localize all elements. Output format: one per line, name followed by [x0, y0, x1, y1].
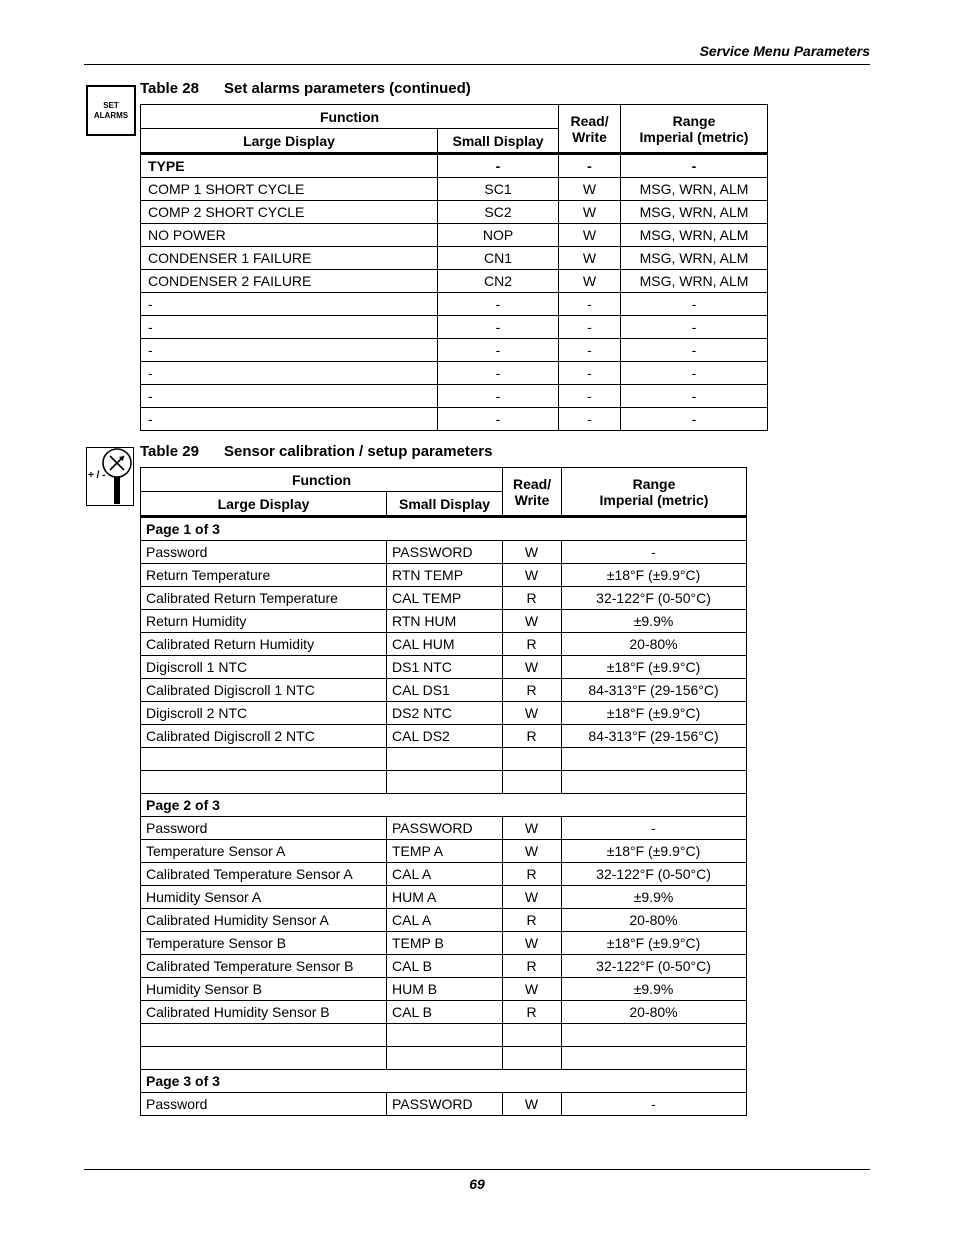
table-row	[141, 932, 747, 955]
range-cell: -	[621, 362, 768, 385]
table-row	[141, 224, 768, 247]
range-cell: -	[621, 408, 768, 431]
section-row	[141, 1070, 747, 1093]
table-row	[141, 610, 747, 633]
table28	[140, 104, 768, 431]
table29-range-line2: Imperial (metric)	[599, 491, 709, 508]
range-cell: MSG, WRN, ALM	[621, 178, 768, 201]
large-display-cell: -	[141, 339, 438, 362]
large-display-cell: -	[141, 293, 438, 316]
set-alarms-icon	[86, 85, 136, 136]
large-display-cell: Calibrated Temperature Sensor B	[141, 955, 387, 978]
table-row	[141, 178, 768, 201]
range-cell: 20-80%	[562, 1001, 747, 1024]
table-row	[141, 955, 747, 978]
table-row	[141, 1047, 747, 1070]
range-cell	[562, 771, 747, 794]
small-display-cell: -	[438, 293, 559, 316]
range-cell: 32-122°F (0-50°C)	[562, 955, 747, 978]
read-write-cell: -	[559, 385, 621, 408]
table-row	[141, 587, 747, 610]
small-display-cell: PASSWORD	[387, 1093, 503, 1116]
table29-large-display-header: Large Display	[141, 492, 387, 517]
table-row	[141, 1093, 747, 1116]
section-row	[141, 517, 747, 541]
read-write-cell: R	[503, 633, 562, 656]
table28-readwrite-line2: Write	[572, 128, 607, 145]
large-display-cell: -	[141, 362, 438, 385]
table-row	[141, 771, 747, 794]
large-display-cell: Humidity Sensor B	[141, 978, 387, 1001]
large-display-cell: Password	[141, 1093, 387, 1116]
range-cell: -	[621, 316, 768, 339]
table29-range-header	[562, 468, 747, 517]
table-row	[141, 748, 747, 771]
large-display-cell: -	[141, 408, 438, 431]
small-display-cell: NOP	[438, 224, 559, 247]
small-display-cell: CN1	[438, 247, 559, 270]
small-display-cell: HUM A	[387, 886, 503, 909]
small-display-cell: -	[438, 385, 559, 408]
table-row	[141, 909, 747, 932]
table28-range-header	[621, 105, 768, 154]
large-display-cell	[141, 1024, 387, 1047]
running-header: Service Menu Parameters	[699, 43, 870, 59]
table-row	[141, 679, 747, 702]
small-display-cell: CAL A	[387, 909, 503, 932]
read-write-cell: -	[559, 293, 621, 316]
read-write-cell: -	[559, 362, 621, 385]
large-display-cell: Temperature Sensor A	[141, 840, 387, 863]
read-write-cell: W	[503, 817, 562, 840]
small-display-cell	[387, 1047, 503, 1070]
range-cell: 32-122°F (0-50°C)	[562, 587, 747, 610]
table29-number: Table 29	[140, 443, 199, 460]
range-cell: 84-313°F (29-156°C)	[562, 679, 747, 702]
range-cell: ±18°F (±9.9°C)	[562, 932, 747, 955]
table28-large-display-header: Large Display	[141, 129, 438, 154]
small-display-cell	[387, 748, 503, 771]
table28-small-display-header: Small Display	[438, 129, 559, 154]
section-label: Page 2 of 3	[141, 794, 747, 817]
small-display-cell: -	[438, 154, 559, 178]
table29-small-display-header: Small Display	[387, 492, 503, 517]
set-alarms-icon-line2: ALARMS	[93, 110, 129, 120]
large-display-cell: COMP 1 SHORT CYCLE	[141, 178, 438, 201]
section-label: Page 3 of 3	[141, 1070, 747, 1093]
range-cell: ±18°F (±9.9°C)	[562, 564, 747, 587]
table29-readwrite-line1: Read/	[512, 475, 552, 492]
table28-caption	[140, 80, 471, 97]
small-display-cell: DS1 NTC	[387, 656, 503, 679]
range-cell: 84-313°F (29-156°C)	[562, 725, 747, 748]
read-write-cell: W	[559, 201, 621, 224]
large-display-cell: Temperature Sensor B	[141, 932, 387, 955]
large-display-cell: CONDENSER 1 FAILURE	[141, 247, 438, 270]
small-display-cell: RTN HUM	[387, 610, 503, 633]
small-display-cell: CAL A	[387, 863, 503, 886]
table29-function-header: Function	[141, 468, 503, 492]
table-row	[141, 201, 768, 224]
small-display-cell: -	[438, 408, 559, 431]
large-display-cell: Calibrated Return Humidity	[141, 633, 387, 656]
small-display-cell: SC2	[438, 201, 559, 224]
table-row	[141, 270, 768, 293]
table29	[140, 467, 747, 1116]
large-display-cell: Digiscroll 2 NTC	[141, 702, 387, 725]
small-display-cell: CAL HUM	[387, 633, 503, 656]
table29-range-line1: Range	[632, 475, 676, 492]
set-alarms-icon-line1: SET	[103, 100, 119, 110]
table28-body	[141, 154, 768, 431]
range-cell: ±18°F (±9.9°C)	[562, 702, 747, 725]
large-display-cell: Return Humidity	[141, 610, 387, 633]
small-display-cell: CAL B	[387, 955, 503, 978]
small-display-cell: -	[438, 362, 559, 385]
table28-number: Table 28	[140, 80, 199, 97]
large-display-cell: Calibrated Return Temperature	[141, 587, 387, 610]
table29-title: Sensor calibration / setup parameters	[224, 443, 493, 460]
table29-readwrite-line2: Write	[514, 491, 550, 508]
range-cell: MSG, WRN, ALM	[621, 224, 768, 247]
table-row	[141, 154, 768, 178]
read-write-cell: W	[503, 978, 562, 1001]
range-cell: -	[621, 385, 768, 408]
large-display-cell: -	[141, 385, 438, 408]
small-display-cell: CN2	[438, 270, 559, 293]
range-cell: -	[621, 293, 768, 316]
small-display-cell: -	[438, 316, 559, 339]
large-display-cell: COMP 2 SHORT CYCLE	[141, 201, 438, 224]
table-row	[141, 886, 747, 909]
small-display-cell: TEMP A	[387, 840, 503, 863]
table-row	[141, 293, 768, 316]
large-display-cell: Calibrated Humidity Sensor B	[141, 1001, 387, 1024]
range-cell: ±18°F (±9.9°C)	[562, 840, 747, 863]
table28-title: Set alarms parameters (continued)	[224, 80, 471, 97]
page-number: 69	[469, 1176, 485, 1192]
small-display-cell: SC1	[438, 178, 559, 201]
read-write-cell: -	[559, 154, 621, 178]
large-display-cell	[141, 748, 387, 771]
large-display-cell: NO POWER	[141, 224, 438, 247]
large-display-cell: Calibrated Temperature Sensor A	[141, 863, 387, 886]
read-write-cell: W	[503, 541, 562, 564]
read-write-cell: W	[559, 247, 621, 270]
range-cell	[562, 1024, 747, 1047]
table-row	[141, 316, 768, 339]
table-row	[141, 840, 747, 863]
small-display-cell: PASSWORD	[387, 817, 503, 840]
section-label: Page 1 of 3	[141, 517, 747, 541]
read-write-cell: -	[559, 316, 621, 339]
table28-range-line2: Imperial (metric)	[639, 128, 749, 145]
table-row	[141, 339, 768, 362]
read-write-cell: W	[503, 564, 562, 587]
read-write-cell: R	[503, 955, 562, 978]
table28-range-line1: Range	[672, 112, 716, 129]
footer-rule	[84, 1169, 870, 1170]
table28-readwrite-header	[559, 105, 621, 154]
read-write-cell: -	[559, 408, 621, 431]
table-row	[141, 725, 747, 748]
range-cell	[562, 748, 747, 771]
range-cell: -	[562, 817, 747, 840]
range-cell: MSG, WRN, ALM	[621, 247, 768, 270]
range-cell: ±9.9%	[562, 886, 747, 909]
sensor-icon-label: + / -	[88, 470, 106, 481]
read-write-cell: -	[559, 339, 621, 362]
range-cell: MSG, WRN, ALM	[621, 270, 768, 293]
section-row	[141, 794, 747, 817]
small-display-cell: CAL DS1	[387, 679, 503, 702]
range-cell: -	[562, 1093, 747, 1116]
table-row	[141, 1001, 747, 1024]
large-display-cell: TYPE	[141, 154, 438, 178]
read-write-cell: R	[503, 1001, 562, 1024]
large-display-cell: Return Temperature	[141, 564, 387, 587]
read-write-cell: R	[503, 863, 562, 886]
small-display-cell	[387, 1024, 503, 1047]
read-write-cell: W	[503, 656, 562, 679]
read-write-cell: R	[503, 909, 562, 932]
table-row	[141, 362, 768, 385]
large-display-cell	[141, 771, 387, 794]
small-display-cell: CAL TEMP	[387, 587, 503, 610]
table-row	[141, 385, 768, 408]
small-display-cell: TEMP B	[387, 932, 503, 955]
table-row	[141, 978, 747, 1001]
large-display-cell: Password	[141, 541, 387, 564]
range-cell: ±9.9%	[562, 610, 747, 633]
range-cell: -	[621, 154, 768, 178]
range-cell	[562, 1047, 747, 1070]
small-display-cell	[387, 771, 503, 794]
small-display-cell: CAL DS2	[387, 725, 503, 748]
small-display-cell: HUM B	[387, 978, 503, 1001]
large-display-cell: CONDENSER 2 FAILURE	[141, 270, 438, 293]
read-write-cell	[503, 1047, 562, 1070]
read-write-cell	[503, 1024, 562, 1047]
read-write-cell: W	[559, 224, 621, 247]
table28-readwrite-line1: Read/	[570, 112, 609, 129]
table29-body	[141, 517, 747, 1116]
read-write-cell: R	[503, 725, 562, 748]
range-cell: -	[562, 541, 747, 564]
large-display-cell: Calibrated Digiscroll 2 NTC	[141, 725, 387, 748]
read-write-cell: W	[503, 886, 562, 909]
read-write-cell: R	[503, 587, 562, 610]
table-row	[141, 247, 768, 270]
table29-caption	[140, 443, 492, 460]
range-cell: 20-80%	[562, 633, 747, 656]
range-cell: 32-122°F (0-50°C)	[562, 863, 747, 886]
large-display-cell: Calibrated Humidity Sensor A	[141, 909, 387, 932]
table29-readwrite-header	[503, 468, 562, 517]
read-write-cell: W	[503, 1093, 562, 1116]
range-cell: -	[621, 339, 768, 362]
large-display-cell: Digiscroll 1 NTC	[141, 656, 387, 679]
large-display-cell: Calibrated Digiscroll 1 NTC	[141, 679, 387, 702]
table-row	[141, 541, 747, 564]
sensor-calibration-icon	[86, 447, 134, 506]
table-row	[141, 656, 747, 679]
small-display-cell: -	[438, 339, 559, 362]
small-display-cell: CAL B	[387, 1001, 503, 1024]
table-row	[141, 633, 747, 656]
large-display-cell: Password	[141, 817, 387, 840]
header-rule	[84, 64, 870, 65]
read-write-cell: W	[503, 840, 562, 863]
read-write-cell: R	[503, 679, 562, 702]
table-row	[141, 1024, 747, 1047]
table28-function-header: Function	[141, 105, 559, 129]
read-write-cell: W	[503, 702, 562, 725]
large-display-cell: -	[141, 316, 438, 339]
read-write-cell: W	[559, 270, 621, 293]
table-row	[141, 702, 747, 725]
small-display-cell: PASSWORD	[387, 541, 503, 564]
read-write-cell: W	[559, 178, 621, 201]
table-row	[141, 817, 747, 840]
read-write-cell	[503, 748, 562, 771]
read-write-cell: W	[503, 610, 562, 633]
range-cell: ±18°F (±9.9°C)	[562, 656, 747, 679]
table-row	[141, 863, 747, 886]
range-cell: 20-80%	[562, 909, 747, 932]
range-cell: ±9.9%	[562, 978, 747, 1001]
large-display-cell: Humidity Sensor A	[141, 886, 387, 909]
read-write-cell	[503, 771, 562, 794]
read-write-cell: W	[503, 932, 562, 955]
range-cell: MSG, WRN, ALM	[621, 201, 768, 224]
table-row	[141, 564, 747, 587]
small-display-cell: DS2 NTC	[387, 702, 503, 725]
small-display-cell: RTN TEMP	[387, 564, 503, 587]
table-row	[141, 408, 768, 431]
large-display-cell	[141, 1047, 387, 1070]
